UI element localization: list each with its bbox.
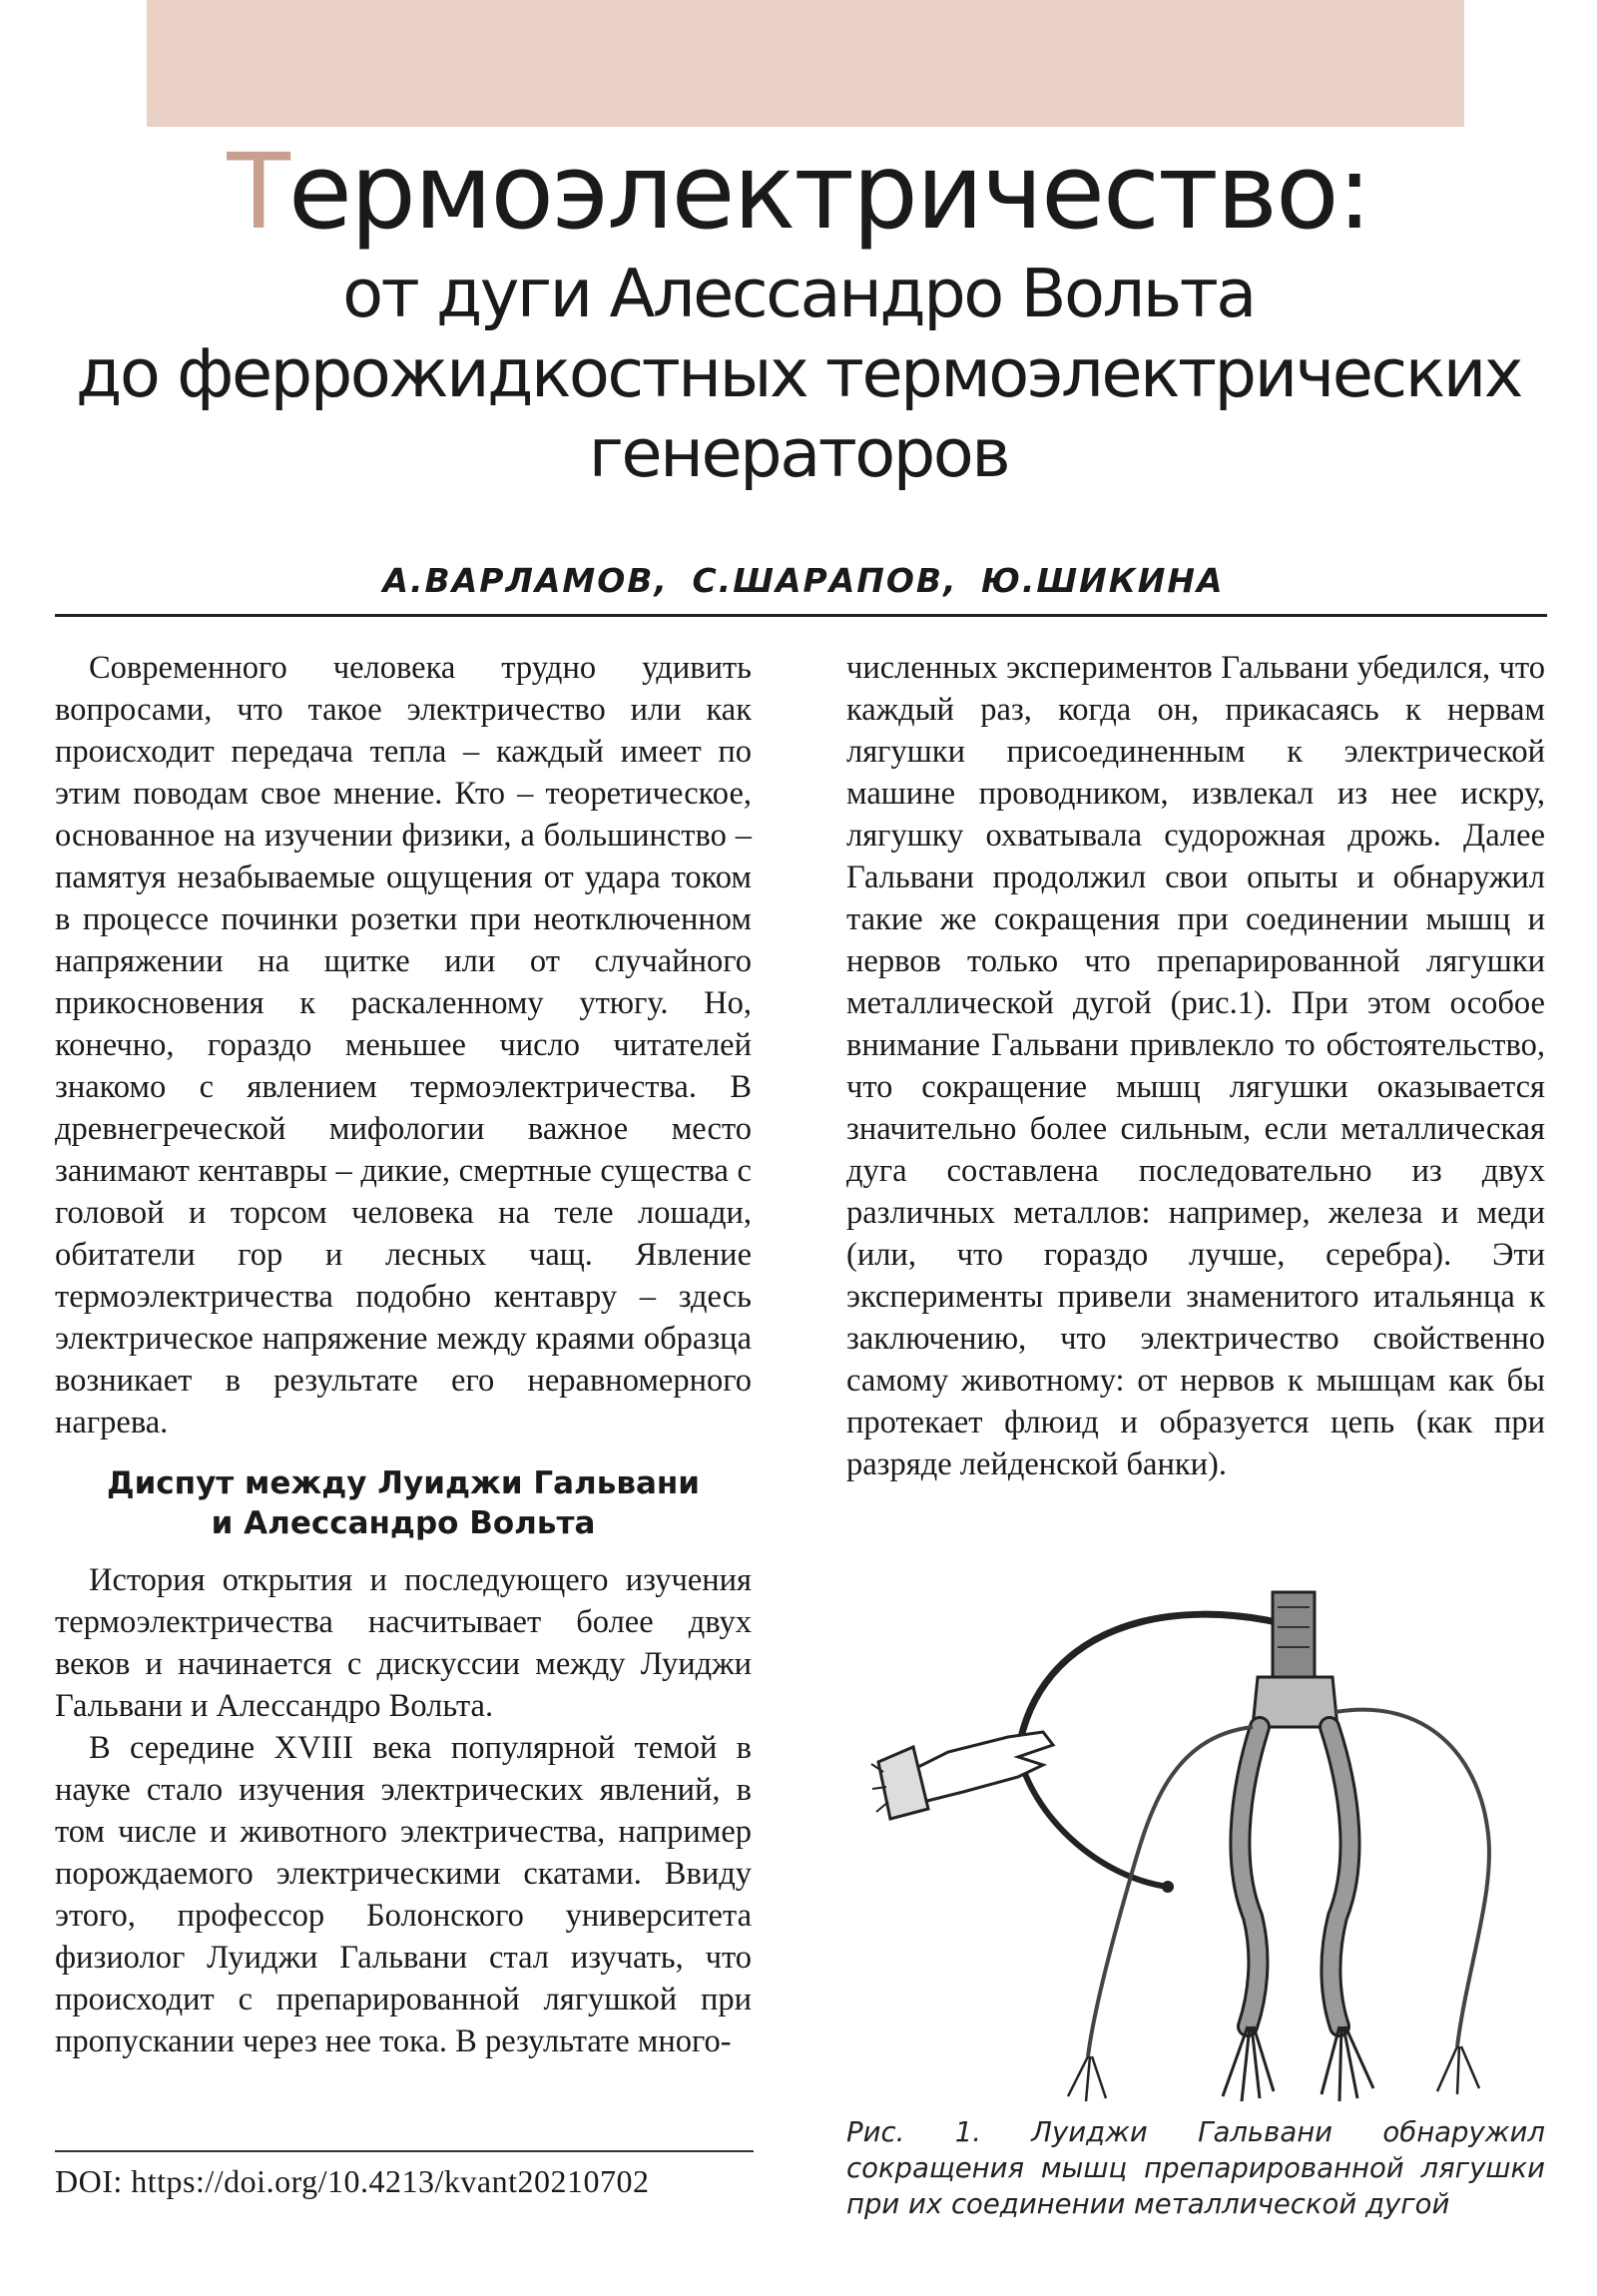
right-column [846, 647, 1545, 1485]
frog-spine [1273, 1592, 1315, 1677]
cuff [878, 1747, 928, 1819]
history-paragraph: История открытия и последующего изучения термоэлектричества насчитывает более двух веков и начинается с дискуссии между Луиджи Гальвани и Алессандро Вольта. [55, 1562, 752, 1724]
section-heading [55, 1463, 752, 1543]
metal-arc-lower [1018, 1752, 1168, 1887]
header-color-band [147, 0, 1464, 127]
frog-illustration [868, 1587, 1527, 2106]
authors-line: А.ВАРЛАМОВ, С.ШАРАПОВ, Ю.ШИКИНА [382, 561, 1225, 600]
title-initial-letter: Т [227, 131, 288, 253]
left-column [55, 647, 752, 2062]
subtitle-line-1: от дуги Алессандро Вольта [342, 255, 1255, 332]
header-divider [55, 614, 1547, 617]
continuation-paragraph: численных экспериментов Гальвани убедился, что каждый раз, когда он, прикасаясь к нервам лягушки присоединенным к электрической машине проводником, извлекал из нее искру, лягушку охватывала судорожная дрожь. Далее Гальвани продолжил свои опыты и обнаружил такие же сокращения при соединении мышц и нервов только что препарированной лягушки металлической дугой (рис.1). При этом особое внимание Гальвани привлекло то обстоятельство, что сокращение мышц лягушки оказывается значительно более сильным, если металлическая дуга составлена последовательно из двух различных металлов: например, железа и меди (или, что гораздо лучше, серебра). Эти эксперименты привели знаменитого итальянца к заключению, что электричество свойственно самому животному: от нервов к мышцам как бы протекает флюид и образуется цепь (как при разряде лейденской банки). [846, 650, 1545, 1482]
frog-left-foot [1223, 2026, 1274, 2101]
section-heading-line-1: Диспут между Луиджи Гальвани [106, 1465, 701, 1501]
section-heading-line-2: и Алессандро Вольта [211, 1505, 596, 1541]
doi-link[interactable]: DOI: https://doi.org/10.4213/kvant20210702 [55, 2163, 650, 2199]
subtitle-line-3: генераторов [588, 414, 1009, 492]
frog-right-foot [1322, 2026, 1373, 2101]
arc-contact [1162, 1881, 1174, 1893]
article-title [40, 130, 1557, 254]
century-paragraph: В середине XVIII века популярной темой в науке стало изучения электрических явлений, в том числе и животного электричества, например порождаемого электрическими скатами. Ввиду этого, профессор Болонского университета физиолог Луиджи Гальвани стал изучать, что происходит с препарированной лягушкой при пропускании через нее тока. В результате много- [55, 1730, 752, 2059]
intro-paragraph: Современного человека трудно удивить вопросами, что такое электричество или как происходит передача тепла – каждый имеет по этим поводам свое мнение. Кто – теоретическое, основанное на изучении физики, а большинство – памятуя незабываемые ощущения от удара током в процессе починки розетки при неотключенном напряжении на щитке или от случайного прикосновения к раскаленному утюгу. Но, конечно, гораздо меньшее число читателей знакомо с явлением термоэлектричества. В древнегреческой мифологии важное место занимают кентавры – дикие, смертные существа с головой и торсом человека на теле лошади, обитатели гор и лесных чащ. Явление термоэлектричества подобно кентавру – здесь электрическое напряжение между краями образца возникает в результате его неравномерного нагрева. [55, 650, 752, 1440]
galvani-frog-figure [868, 1587, 1527, 2106]
article-title-block [40, 130, 1557, 493]
footnote-divider [55, 2150, 754, 2152]
title-rest: ермоэлектричество: [287, 131, 1370, 253]
figure-caption: Рис. 1. Луиджи Гальвани обнаружил сокращения мышц препарированной лягушки при их соединении металлической дугой [846, 2116, 1545, 2220]
subtitle-line-2: до феррожидкостных термоэлектрических [76, 334, 1521, 412]
